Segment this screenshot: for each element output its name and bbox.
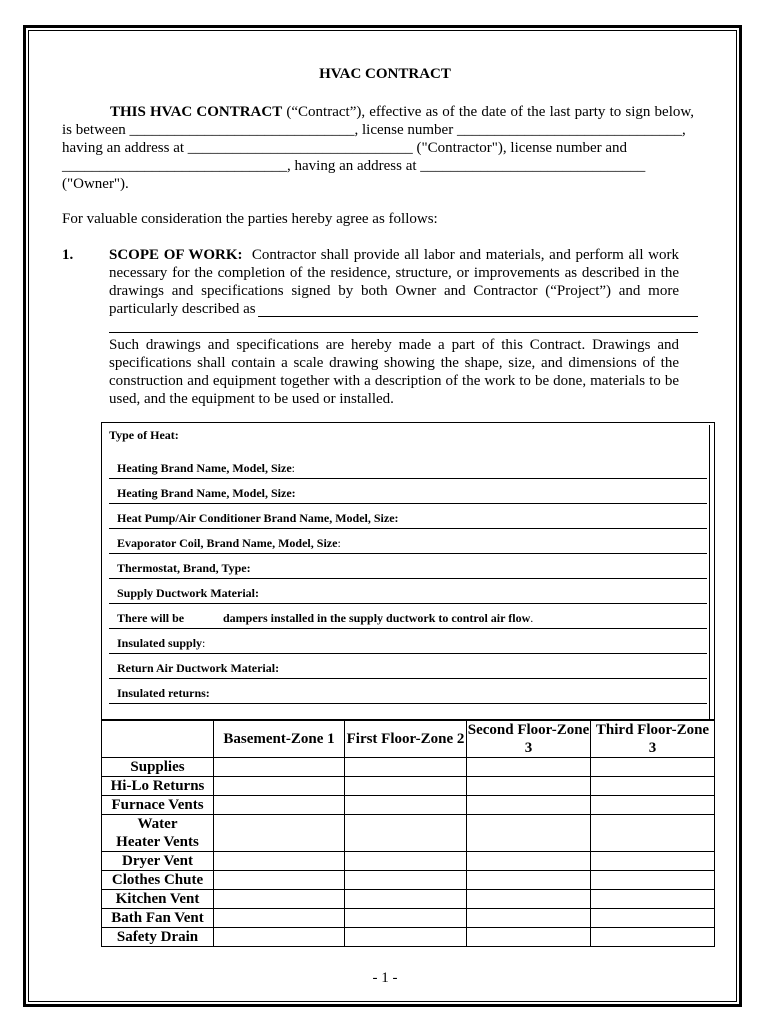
zones-header-blank — [102, 721, 214, 758]
table-cell[interactable] — [345, 871, 467, 890]
table-cell[interactable] — [591, 928, 715, 947]
table-cell[interactable] — [467, 890, 591, 909]
table-cell[interactable] — [214, 758, 345, 777]
insulated-supply-field[interactable] — [109, 653, 707, 654]
zones-header-first-floor: First Floor-Zone 2 — [345, 721, 467, 758]
table-cell[interactable] — [345, 890, 467, 909]
type-of-heat-label: Type of Heat: — [109, 428, 179, 442]
table-row — [102, 815, 715, 852]
page-number: - 1 - — [372, 970, 398, 986]
table-cell[interactable] — [467, 852, 591, 871]
table-cell[interactable] — [467, 909, 591, 928]
insulated-supply-text: Insulated supply — [117, 636, 203, 650]
section-1-line-3: drawings and specifications signed by both Owner and Contractor (“Project”) and more — [109, 283, 679, 299]
described-as-blank[interactable] — [258, 316, 698, 317]
described-as-blank-2[interactable] — [109, 332, 698, 333]
table-cell[interactable] — [345, 909, 467, 928]
table-cell[interactable] — [214, 777, 345, 796]
table-cell[interactable] — [591, 871, 715, 890]
section-1-number: 1. — [62, 247, 74, 263]
table-cell[interactable] — [345, 758, 467, 777]
section-1-line-1-text: Contractor shall provide all labor and materials, and perform all work — [251, 247, 680, 263]
evaporator-coil-field[interactable] — [109, 553, 707, 554]
table-cell[interactable] — [591, 852, 715, 871]
table-row — [102, 796, 715, 815]
table-row — [102, 852, 715, 871]
table-cell[interactable] — [591, 890, 715, 909]
row-label: Clothes Chute — [102, 871, 214, 890]
there-will-be-label: There will be — [117, 611, 185, 625]
section-1-para2-line-4: used, and the equipment to be used or installed. — [109, 391, 394, 407]
zones-header-basement: Basement-Zone 1 — [214, 721, 345, 758]
heating-brand-1-text: Heating Brand Name, Model, Size — [117, 461, 292, 475]
zones-table — [101, 720, 715, 947]
evaporator-coil-label — [117, 536, 341, 550]
heating-brand-1-colon: : — [291, 461, 295, 475]
table-cell[interactable] — [591, 758, 715, 777]
return-air-label: Return Air Ductwork Material: — [117, 661, 280, 675]
row-label: Safety Drain — [102, 928, 214, 947]
table-cell[interactable] — [214, 890, 345, 909]
heating-brand-2-label: Heating Brand Name, Model, Size: — [117, 486, 296, 500]
table-row — [102, 909, 715, 928]
equipment-form — [101, 422, 715, 720]
row-label: Furnace Vents — [102, 796, 214, 815]
table-cell[interactable] — [591, 777, 715, 796]
supply-ductwork-label: Supply Ductwork Material: — [117, 586, 259, 600]
intro-line-2: is between ______________________________, license number ______________________________, — [62, 122, 686, 138]
table-cell[interactable] — [345, 852, 467, 871]
thermostat-field[interactable] — [109, 578, 707, 579]
table-cell[interactable] — [467, 815, 591, 852]
table-cell[interactable] — [591, 796, 715, 815]
intro-line-5: ("Owner"). — [62, 176, 129, 192]
section-1-heading: SCOPE OF WORK: — [109, 247, 243, 263]
table-cell[interactable] — [214, 815, 345, 852]
table-row — [102, 758, 715, 777]
dampers-field[interactable] — [109, 628, 707, 629]
heat-pump-label: Heat Pump/Air Conditioner Brand Name, Model, Size: — [117, 511, 399, 525]
table-cell[interactable] — [467, 758, 591, 777]
evaporator-coil-colon: : — [337, 536, 341, 550]
table-cell[interactable] — [467, 796, 591, 815]
intro-line-4: ______________________________, having an address at ______________________________ — [62, 158, 646, 174]
intro-bold: THIS HVAC CONTRACT — [110, 104, 283, 120]
section-1-line-4: particularly described as — [109, 301, 256, 317]
row-label: Bath Fan Vent — [102, 909, 214, 928]
table-cell[interactable] — [214, 909, 345, 928]
table-cell[interactable] — [345, 815, 467, 852]
dampers-text: dampers installed in the supply ductwork to control air flow — [223, 611, 531, 625]
intro-line-3: having an address at ______________________________ ("Contractor"), license number and — [62, 140, 628, 156]
return-air-field[interactable] — [109, 678, 707, 679]
section-1-para2-line-1: Such drawings and specifications are hereby made a part of this Contract. Drawings and — [109, 337, 679, 353]
table-cell[interactable] — [214, 852, 345, 871]
table-row — [102, 928, 715, 947]
heating-brand-1-label — [117, 461, 295, 475]
consideration-text: For valuable consideration the parties hereby agree as follows: — [62, 211, 438, 227]
table-cell[interactable] — [214, 871, 345, 890]
intro-line-1 — [62, 103, 694, 121]
insulated-returns-label: Insulated returns: — [117, 686, 210, 700]
section-1-para2-line-2: specifications shall contain a scale drawing showing the shape, size, and dimensions of the — [109, 355, 679, 371]
table-cell[interactable] — [345, 928, 467, 947]
table-cell[interactable] — [591, 815, 715, 852]
table-cell[interactable] — [345, 777, 467, 796]
thermostat-label: Thermostat, Brand, Type: — [117, 561, 251, 575]
table-cell[interactable] — [345, 796, 467, 815]
zones-header-third-floor: Third Floor-Zone 3 — [591, 721, 715, 758]
table-row — [102, 871, 715, 890]
table-cell[interactable] — [214, 796, 345, 815]
table-row — [102, 777, 715, 796]
supply-ductwork-field[interactable] — [109, 603, 707, 604]
table-cell[interactable] — [467, 928, 591, 947]
document-title: HVAC CONTRACT — [319, 66, 451, 82]
intro-rest: (“Contract”), effective as of the date of the last party to sign below, — [282, 104, 694, 120]
heating-brand-2-field[interactable] — [109, 503, 707, 504]
table-cell[interactable] — [591, 909, 715, 928]
heat-pump-field[interactable] — [109, 528, 707, 529]
dampers-label — [223, 611, 533, 625]
evaporator-coil-text: Evaporator Coil, Brand Name, Model, Size — [117, 536, 338, 550]
insulated-supply-colon: : — [202, 636, 206, 650]
table-row — [102, 890, 715, 909]
form-right-rule — [709, 425, 710, 719]
section-1-line-1 — [109, 246, 679, 264]
table-cell[interactable] — [467, 871, 591, 890]
table-cell[interactable] — [467, 777, 591, 796]
table-cell[interactable] — [214, 928, 345, 947]
dampers-period: . — [530, 611, 534, 625]
section-1-line-2: necessary for the completion of the residence, structure, or improvements as described in the — [109, 265, 679, 281]
row-label: Water Heater Vents — [102, 815, 214, 852]
heating-brand-1-field[interactable] — [109, 478, 707, 479]
zones-header-second-floor: Second Floor-Zone 3 — [467, 722, 590, 756]
section-1-para2-line-3: construction and equipment together with a description of the work to be done, materials to be — [109, 373, 679, 389]
row-label: Supplies — [102, 758, 214, 777]
zones-header-row — [102, 721, 715, 758]
row-label: Kitchen Vent — [102, 890, 214, 909]
insulated-supply-label — [117, 636, 205, 650]
row-label: Dryer Vent — [102, 852, 214, 871]
insulated-returns-field[interactable] — [109, 703, 707, 704]
row-label: Hi-Lo Returns — [102, 777, 214, 796]
